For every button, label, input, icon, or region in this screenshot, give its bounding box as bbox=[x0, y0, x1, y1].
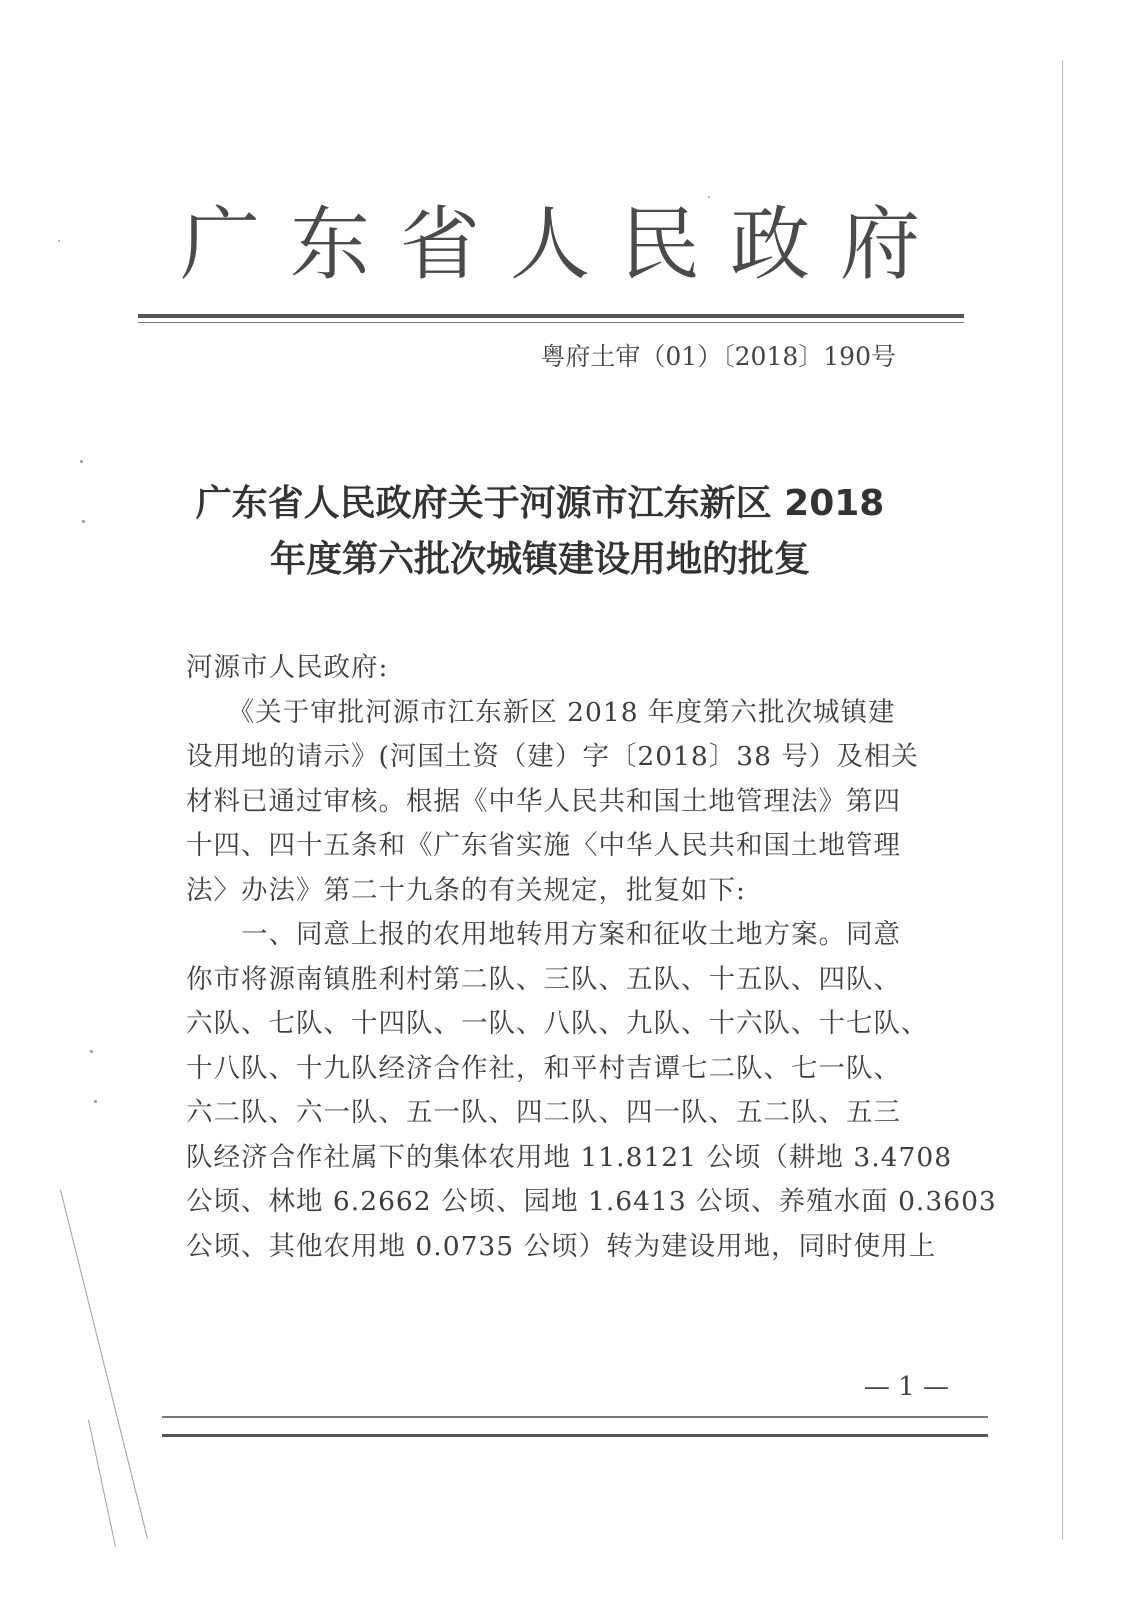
body-line: 一、同意上报的农用地转用方案和征收土地方案。同意 bbox=[186, 919, 901, 950]
document-title bbox=[160, 476, 920, 588]
body-line: 法〉办法》第二十九条的有关规定，批复如下: bbox=[186, 874, 746, 906]
body-line: 六队、七队、十四队、一队、八队、九队、十六队、十七队、 bbox=[186, 1008, 929, 1039]
letterhead-char: 广 bbox=[180, 202, 260, 290]
scan-edge-line bbox=[88, 1420, 116, 1547]
letterhead-title bbox=[180, 196, 920, 296]
title-line: 广东省人民政府关于河源市江东新区 2018 bbox=[195, 483, 885, 524]
scan-edge-line bbox=[60, 1190, 148, 1540]
body-line: 十八队、十九队经济合作社，和平村吉谭七二队、七一队、 bbox=[186, 1052, 901, 1084]
body-line: 《关于审批河源市江东新区 2018 年度第六批次城镇建 bbox=[186, 696, 896, 728]
body-line: 十四、四十五条和《广东省实施〈中华人民共和国土地管理 bbox=[186, 830, 901, 861]
scan-speck bbox=[82, 520, 85, 523]
scan-speck bbox=[94, 1100, 97, 1103]
body-line: 你市将源南镇胜利村第二队、三队、五队、十五队、四队、 bbox=[186, 963, 901, 995]
letterhead-char: 东 bbox=[290, 202, 370, 290]
body-line: 队经济合作社属下的集体农用地 11.8121 公顷（耕地 3.4708 bbox=[186, 1141, 953, 1173]
body-line: 材料已通过审核。根据《中华人民共和国土地管理法》第四 bbox=[186, 785, 901, 817]
body-line: 公顷、其他农用地 0.0735 公顷）转为建设用地，同时使用上 bbox=[186, 1230, 937, 1262]
addressee: 河源市人民政府: bbox=[186, 652, 389, 683]
title-line: 年度第六批次城镇建设用地的批复 bbox=[269, 539, 810, 580]
letterhead-rule bbox=[138, 314, 964, 318]
footer-rule bbox=[162, 1416, 988, 1418]
body-line: 六二队、六一队、五一队、四二队、四一队、五二队、五三 bbox=[186, 1097, 901, 1128]
document-number: 粤府土审（01）〔2018〕190号 bbox=[540, 342, 896, 371]
letterhead-rule-thin bbox=[138, 322, 964, 323]
scan-edge-line bbox=[1062, 60, 1063, 1540]
footer-rule-thick bbox=[162, 1434, 988, 1437]
letterhead-char: 政 bbox=[730, 202, 810, 290]
letterhead-char: 民 bbox=[620, 202, 700, 290]
document-body bbox=[186, 646, 997, 1269]
scan-speck bbox=[80, 460, 83, 463]
page-number: — 1 — bbox=[863, 1372, 949, 1402]
scan-speck bbox=[58, 240, 60, 242]
letterhead-char: 人 bbox=[510, 202, 590, 290]
letterhead-char: 府 bbox=[840, 202, 920, 290]
letterhead-char: 省 bbox=[400, 202, 480, 290]
scan-speck bbox=[90, 1050, 93, 1053]
body-line: 设用地的请示》(河国土资（建）字〔2018〕38 号）及相关 bbox=[186, 741, 919, 772]
body-line: 公顷、林地 6.2662 公顷、园地 1.6413 公顷、养殖水面 0.3603 bbox=[186, 1186, 997, 1217]
